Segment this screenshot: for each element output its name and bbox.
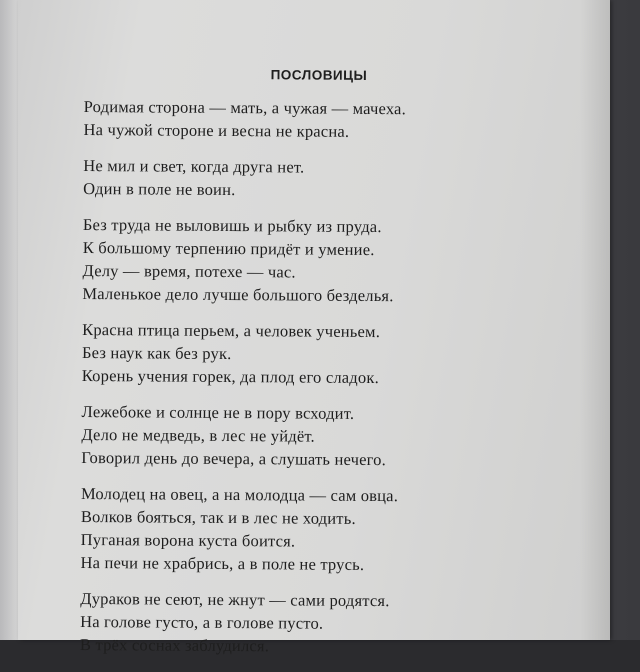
proverb-line: В трёх соснах заблудился. xyxy=(79,634,270,656)
proverb-line: Молодец на овец, а на молодца — сам овца. xyxy=(80,483,399,506)
proverb-line: Дураков не сеют, не жнут — сами родятся. xyxy=(80,588,390,611)
proverb-group-4 xyxy=(82,318,552,390)
page-edge-shadow xyxy=(580,0,610,640)
proverb-line: Говорил день до вечера, а слушать нечего. xyxy=(81,447,387,470)
proverb-line: К большому терпению придёт и умение. xyxy=(82,237,375,260)
proverb-line: На печи не храбрись, а в поле не трусь. xyxy=(80,552,365,574)
proverb-line: Дело не медведь, в лес не уйдёт. xyxy=(81,424,315,446)
proverb-group-3 xyxy=(82,213,553,308)
proverb-line: Красна птица перьем, а человек ученьем. xyxy=(82,319,381,342)
proverb-group-7 xyxy=(80,587,550,659)
proverb-line: Без труда не выловишь и рыбку из пруда. xyxy=(82,214,382,237)
proverb-line: Без наук как без рук. xyxy=(81,342,232,364)
proverb-line: Пуганая ворона куста боится. xyxy=(80,529,296,551)
proverb-line: Делу — время, потехе — час. xyxy=(82,260,296,282)
proverb-line: Корень учения горек, да плод его сладок. xyxy=(81,365,380,388)
page-content xyxy=(80,66,554,672)
proverb-line: Лежебоке и солнце не в пору всходит. xyxy=(81,401,355,423)
proverb-line: Один в поле не воин. xyxy=(83,178,236,200)
proverb-line: На чужой стороне и весна не красна. xyxy=(83,119,350,141)
proverb-group-2 xyxy=(83,154,553,203)
proverb-line: Волков бояться, так и в лес не ходить. xyxy=(80,506,356,528)
proverb-group-1 xyxy=(83,95,553,144)
proverb-line: На голове густо, а в голове пусто. xyxy=(80,611,324,633)
proverb-group-6 xyxy=(80,482,551,577)
page-title: ПОСЛОВИЦЫ xyxy=(270,67,368,83)
proverb-line: Маленькое дело лучше большого безделья. xyxy=(82,283,394,306)
proverb-line: Не мил и свет, когда друга нет. xyxy=(83,155,305,177)
proverb-line: Родимая сторона — мать, а чужая — мачеха. xyxy=(83,96,407,119)
proverb-group-5 xyxy=(81,400,551,472)
